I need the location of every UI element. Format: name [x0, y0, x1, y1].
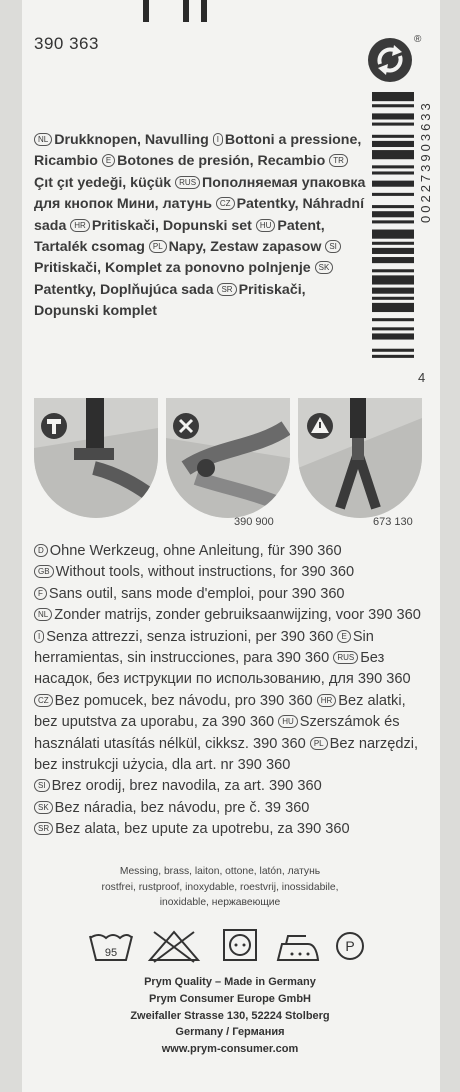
hang-slot-mid: [183, 0, 189, 22]
language-tag: D: [34, 544, 48, 557]
illustration-hammer: [34, 398, 158, 518]
barcode-bar: [372, 327, 414, 330]
language-tag: HU: [256, 219, 276, 232]
product-name-text: Пополняемая упаковка для кнопок Мини, латунь: [34, 174, 366, 213]
usage-note-text: Senza attrezzi, senza istruzioni, per 390 360: [46, 628, 338, 645]
language-tag: HR: [317, 694, 337, 707]
usage-note-text: Sin herramientas, sin instrucciones, para 390 360: [34, 628, 374, 667]
barcode-bar: [372, 193, 414, 196]
product-name-text: Patentky, Náhradní sada: [34, 196, 365, 234]
usage-note-text: Bez narzędzi, bez instrukcji użycia, dla art. nr 390 360: [34, 735, 419, 774]
language-tag: SI: [325, 240, 341, 253]
language-tag: F: [34, 587, 47, 600]
pic-number-1: 390 900: [234, 516, 274, 528]
barcode-bar: [372, 165, 414, 168]
svg-text:95: 95: [104, 947, 118, 959]
barcode-bar: [372, 275, 414, 284]
usage-note-text: Sans outil, sans mode d'emploi, pour 390 360: [48, 585, 345, 602]
tumble-dry-icon: [224, 930, 256, 960]
barcode-bar: [372, 355, 414, 358]
usage-note-text: Szerszámok és használati utasítás nélkül, cikksz. 390 360: [34, 714, 400, 752]
dryclean-p-icon: [337, 933, 363, 959]
product-name-text: Pritiskači, Dopunski set: [91, 217, 256, 234]
product-name-text: Çıt çıt yedeği, küçük: [34, 174, 176, 191]
language-tag: PL: [149, 240, 167, 253]
language-tag: PL: [310, 737, 328, 750]
svg-text:P: P: [345, 938, 355, 954]
barcode-bar: [372, 333, 414, 339]
barcode-bar: [372, 92, 414, 101]
language-tag: SK: [34, 801, 53, 814]
no-bleach-icon: [150, 932, 198, 962]
material-info: [70, 864, 370, 911]
barcode-bar: [372, 135, 414, 138]
language-tag: SI: [34, 779, 50, 792]
language-tag: SR: [34, 822, 53, 835]
product-name-text: Botones de presión, Recambio: [117, 153, 330, 170]
barcode-first-digit: 4: [418, 370, 426, 385]
barcode-bar: [372, 181, 414, 187]
barcode-bar: [372, 297, 414, 300]
language-tag: CZ: [34, 694, 53, 707]
language-tag: NL: [34, 608, 52, 621]
product-name-text: Pritiskači, Dopunski komplet: [34, 281, 306, 320]
barcode-bar: [372, 141, 414, 147]
illustration-tool: [298, 398, 422, 518]
footer-line: Zweifaller Strasse 130, 52224 Stolberg: [130, 1009, 330, 1022]
product-name-text: Drukknopen, Navulling: [54, 132, 213, 148]
product-name-text: Napy, Zestaw zapasow: [168, 239, 326, 256]
footer-line: Prym Consumer Europe GmbH: [149, 992, 311, 1005]
barcode-bar: [372, 150, 414, 159]
language-tag: TR: [329, 154, 348, 167]
barcode-bar: [372, 123, 414, 126]
usage-note-text: Bez alatki, bez uputstva za uporabu, za 390 360: [34, 692, 406, 731]
language-tag: RUS: [175, 176, 200, 189]
usage-notes: [34, 541, 426, 841]
product-name-text: Pritiskači, Komplet za ponovno polnjenje: [34, 260, 315, 277]
barcode-bar: [372, 349, 414, 352]
barcode-bar: [372, 303, 414, 312]
barcode-bar: [372, 230, 414, 239]
barcode-bar: [372, 205, 414, 208]
usage-note-text: Без насадок, без иструкции по использованию, для 390 360: [34, 650, 411, 688]
language-tag: CZ: [216, 197, 235, 210]
usage-note-text: Bez náradia, bez návodu, pre č. 39 360: [54, 799, 310, 816]
recycle-icon: [368, 38, 412, 82]
usage-note-text: Zonder matrijs, zonder gebruiksaanwijzing, voor 390 360: [54, 607, 421, 624]
iron-icon: [278, 936, 318, 960]
product-name-text: Patentky, Doplňujúca sada: [34, 281, 218, 298]
language-tag: SR: [217, 283, 236, 296]
hang-slot-left: [143, 0, 149, 22]
product-name-text: Bottoni a pressione, Ricambio: [34, 132, 362, 170]
material-line: inoxidable, нержавеющие: [159, 897, 281, 908]
language-tag: RUS: [333, 651, 358, 664]
barcode-bar: [372, 288, 414, 294]
registered-mark: ®: [414, 34, 422, 45]
illustrations: [34, 398, 414, 518]
usage-note-text: Without tools, without instructions, for 390 360: [55, 564, 355, 581]
footer-line: Germany / Германия: [175, 1026, 285, 1039]
usage-note-text: Bez alata, bez upute za upotrebu, za 390 360: [55, 821, 350, 838]
barcode-bar: [372, 318, 414, 321]
material-line: Messing, brass, laiton, ottone, latón, латунь: [119, 866, 321, 877]
footer-line: Prym Quality – Made in Germany: [144, 976, 316, 988]
usage-note-text: Bez pomucek, bez návodu, pro 390 360: [54, 692, 317, 709]
illustration-pliers: [166, 398, 290, 518]
wash-95-icon: [90, 935, 132, 960]
product-name-text: Patent, Tartalék csomag: [34, 217, 325, 256]
barcode-digits: 002273903633: [418, 100, 433, 223]
language-tag: HR: [70, 219, 90, 232]
barcode-bar: [372, 257, 414, 263]
pic-number-2: 673 130: [373, 516, 413, 528]
language-tag: E: [102, 154, 115, 167]
barcode-bar: [372, 211, 414, 217]
care-symbols: [88, 926, 378, 966]
barcode-bar: [372, 242, 414, 245]
barcode-bar: [372, 171, 414, 174]
material-line: rostfrei, rustproof, inoxydable, roestvrij, inossidabile,: [101, 881, 339, 893]
product-names: [34, 130, 366, 323]
barcode-bar: [372, 104, 414, 107]
language-tag: HU: [278, 715, 298, 728]
barcode-bar: [372, 113, 414, 119]
barcode-bar: [372, 248, 414, 254]
manufacturer-info: [70, 974, 390, 1058]
language-tag: E: [337, 630, 350, 643]
language-tag: I: [34, 630, 44, 643]
usage-note-text: Brez orodij, brez navodila, za art. 390 360: [51, 778, 322, 795]
language-tag: NL: [34, 133, 52, 146]
usage-note-text: Ohne Werkzeug, ohne Anleitung, für 390 360: [49, 543, 342, 559]
language-tag: I: [213, 133, 223, 146]
barcode-bar: [372, 220, 414, 223]
footer-url: www.prym-consumer.com: [161, 1043, 299, 1056]
language-tag: GB: [34, 565, 54, 578]
article-code: 390 363: [34, 34, 99, 53]
barcode-bar: [372, 269, 414, 272]
hang-slot-right: [201, 0, 207, 22]
barcode: [372, 92, 414, 364]
language-tag: SK: [315, 261, 334, 274]
